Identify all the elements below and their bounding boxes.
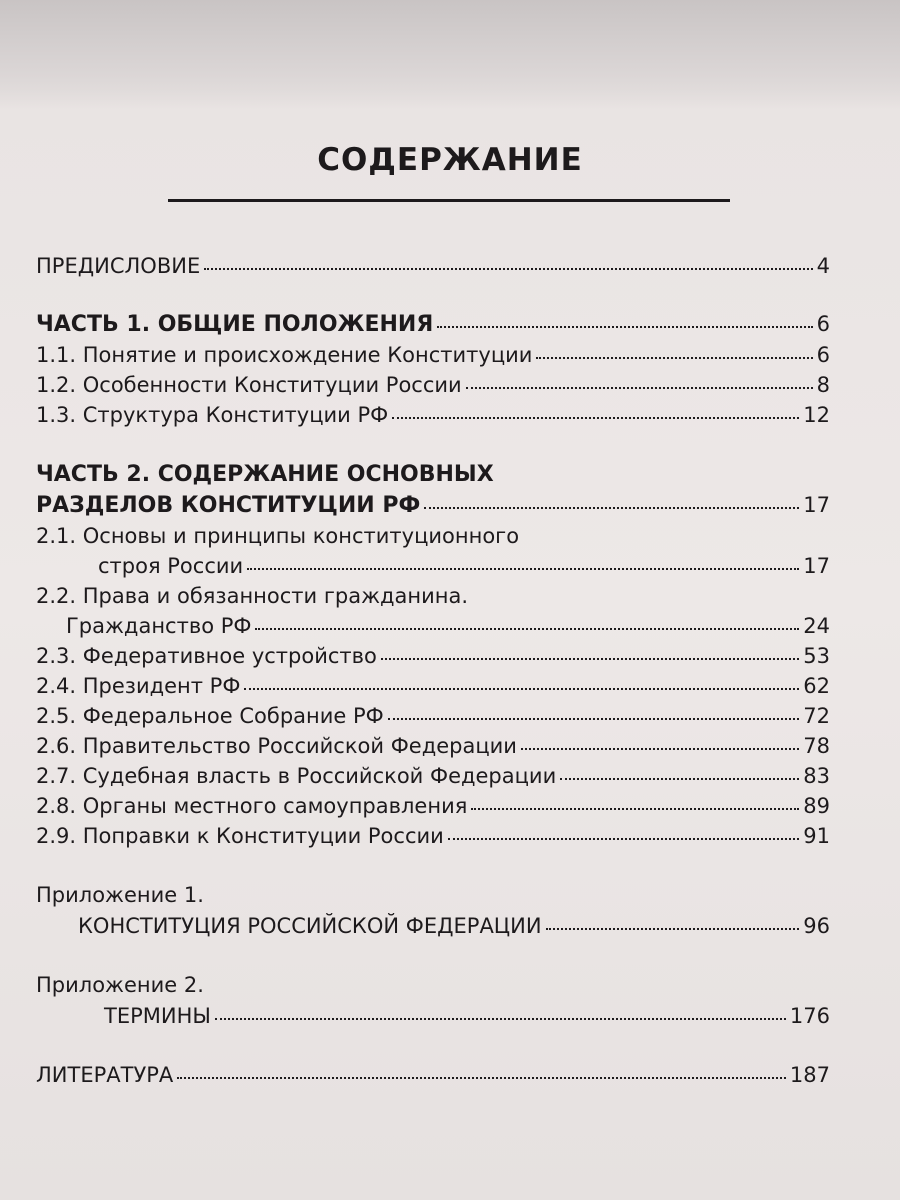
toc-page-number: 6 <box>816 343 830 367</box>
toc-appendix1[interactable] <box>36 914 830 938</box>
toc-appendix2-heading: Приложение 2. <box>36 973 204 997</box>
toc-leader-dots <box>177 1073 786 1079</box>
toc-entry-label: 1.3. Структура Конституции РФ <box>36 403 389 427</box>
toc-entry-2-2-line1: 2.2. Права и обязанности гражданина. <box>36 584 469 608</box>
toc-entry-label: строя России <box>98 554 244 578</box>
toc-entry-label: 2.3. Федеративное устройство <box>36 644 377 668</box>
toc-entry-1-2[interactable] <box>36 373 830 397</box>
toc-entry-label: 2.8. Органы местного самоуправления <box>36 794 468 818</box>
toc-part1-heading[interactable] <box>36 312 830 337</box>
toc-entry-label: 2.9. Поправки к Конституции России <box>36 824 444 848</box>
toc-page-number: 12 <box>803 403 830 427</box>
toc-entry-label: ЧАСТЬ 1. ОБЩИЕ ПОЛОЖЕНИЯ <box>36 312 434 337</box>
toc-page-number: 72 <box>803 704 830 728</box>
toc-page-number: 6 <box>816 312 830 336</box>
toc-entry-label: ПРЕДИСЛОВИЕ <box>36 254 201 278</box>
toc-entry-label: 1.2. Особенности Конституции России <box>36 373 462 397</box>
toc-entry-literature[interactable] <box>36 1063 830 1087</box>
toc-leader-dots <box>448 834 799 840</box>
toc-entry-label: 2.5. Федеральное Собрание РФ <box>36 704 384 728</box>
toc-entry-label: ЛИТЕРАТУРА <box>36 1063 174 1087</box>
toc-leader-dots <box>466 383 813 389</box>
toc-entry-2-7[interactable] <box>36 764 830 788</box>
toc-entry-2-1[interactable] <box>36 554 830 578</box>
toc-leader-dots <box>244 684 799 690</box>
toc-leader-dots <box>204 264 812 270</box>
toc-entry-2-2[interactable] <box>36 614 830 638</box>
toc-page-number: 89 <box>803 794 830 818</box>
toc-page-number: 4 <box>816 254 830 278</box>
toc-leader-dots <box>546 924 800 930</box>
toc-leader-dots <box>560 774 799 780</box>
toc-leader-dots <box>215 1014 786 1020</box>
toc-entry-label: 2.6. Правительство Российской Федерации <box>36 734 517 758</box>
toc-entry-2-6[interactable] <box>36 734 830 758</box>
toc-leader-dots <box>247 564 799 570</box>
toc-part2-heading-line1: ЧАСТЬ 2. СОДЕРЖАНИЕ ОСНОВНЫХ <box>36 462 494 487</box>
toc-entry-label: ТЕРМИНЫ <box>104 1004 211 1028</box>
toc-leader-dots <box>437 322 812 328</box>
title-underline <box>168 199 730 202</box>
toc-leader-dots <box>381 654 799 660</box>
toc-leader-dots <box>392 413 799 419</box>
page-title: СОДЕРЖАНИЕ <box>317 142 583 178</box>
toc-entry-1-1[interactable] <box>36 343 830 367</box>
toc-leader-dots <box>521 744 799 750</box>
toc-leader-dots <box>471 804 799 810</box>
toc-entry-2-1-line1: 2.1. Основы и принципы конституционного <box>36 524 520 548</box>
toc-page-number: 17 <box>803 493 830 517</box>
toc-entry-2-4[interactable] <box>36 674 830 698</box>
toc-page-number: 17 <box>803 554 830 578</box>
toc-page-number: 91 <box>803 824 830 848</box>
toc-entry-label: РАЗДЕЛОВ КОНСТИТУЦИИ РФ <box>36 493 421 518</box>
toc-page-number: 24 <box>803 614 830 638</box>
toc-entry-label: 2.4. Президент РФ <box>36 674 241 698</box>
toc-page-number: 96 <box>803 914 830 938</box>
toc-page-number: 83 <box>803 764 830 788</box>
toc-page-number: 8 <box>816 373 830 397</box>
toc-entry-1-3[interactable] <box>36 403 830 427</box>
toc-entry-label: 1.1. Понятие и происхождение Конституции <box>36 343 533 367</box>
toc-leader-dots <box>424 503 799 509</box>
toc-part2-heading[interactable] <box>36 493 830 518</box>
toc-appendix2[interactable] <box>36 1004 830 1028</box>
toc-entry-label: КОНСТИТУЦИЯ РОССИЙСКОЙ ФЕДЕРАЦИИ <box>78 914 542 938</box>
page-top-shadow <box>0 0 900 110</box>
toc-page-number: 53 <box>803 644 830 668</box>
toc-entry-2-8[interactable] <box>36 794 830 818</box>
toc-leader-dots <box>536 353 812 359</box>
toc-entry-label: 2.7. Судебная власть в Российской Федерации <box>36 764 557 788</box>
toc-entry-2-3[interactable] <box>36 644 830 668</box>
toc-entry-2-5[interactable] <box>36 704 830 728</box>
toc-page-number: 176 <box>789 1004 830 1028</box>
toc-page-number: 78 <box>803 734 830 758</box>
toc-appendix1-heading: Приложение 1. <box>36 883 204 907</box>
toc-page-number: 62 <box>803 674 830 698</box>
toc-leader-dots <box>255 624 799 630</box>
toc-entry-label: Гражданство РФ <box>66 614 252 638</box>
toc-entry-preface[interactable] <box>36 254 830 278</box>
toc-leader-dots <box>388 714 800 720</box>
toc-page-number: 187 <box>789 1063 830 1087</box>
toc-entry-2-9[interactable] <box>36 824 830 848</box>
